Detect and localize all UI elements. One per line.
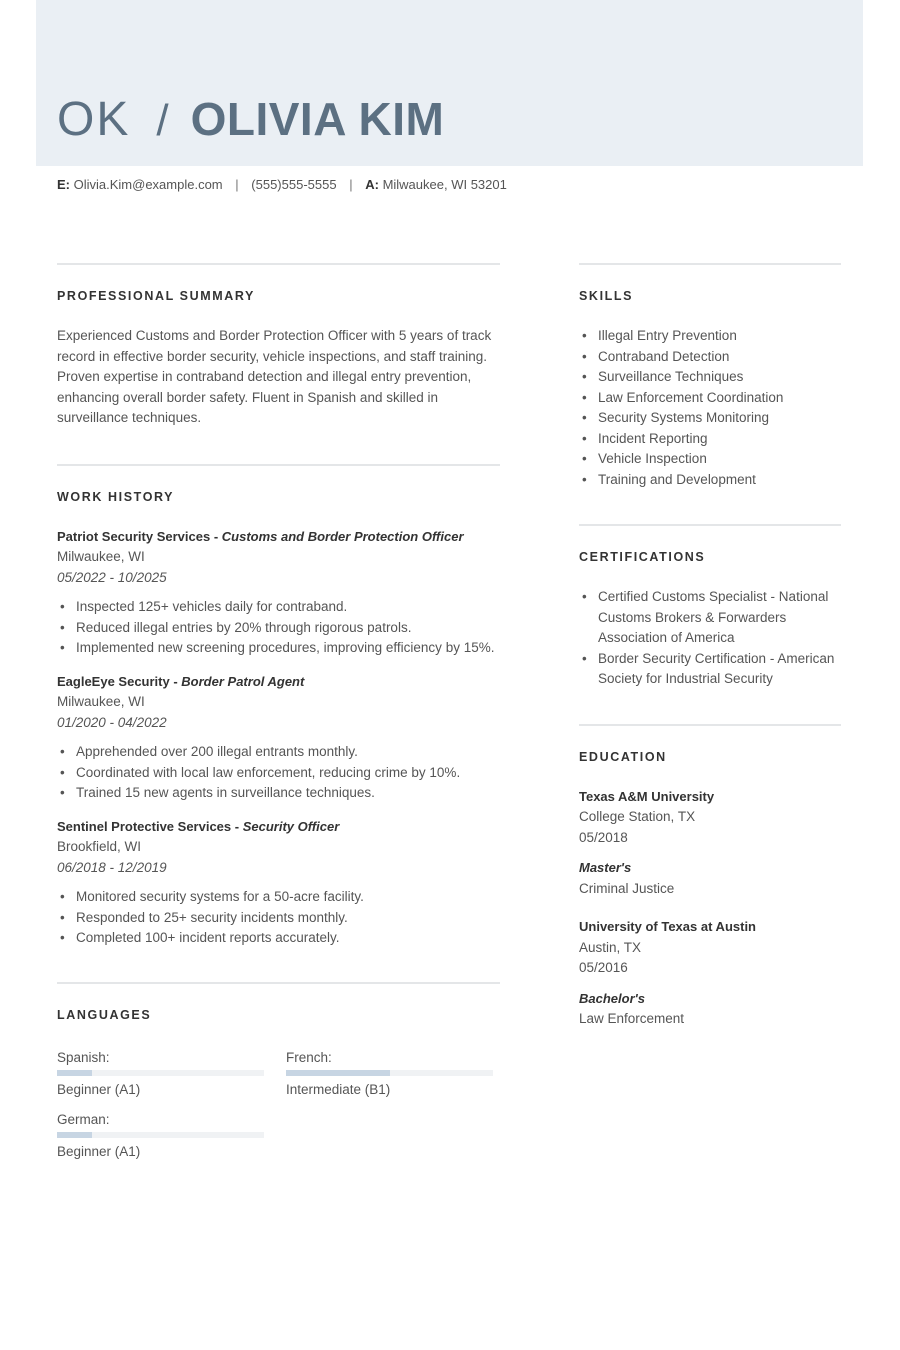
address-label: A: bbox=[365, 177, 379, 192]
job-location: Milwaukee, WI bbox=[57, 549, 145, 564]
languages-title: LANGUAGES bbox=[57, 1007, 152, 1022]
section-divider bbox=[57, 982, 500, 984]
job-dates: 05/2022 - 10/2025 bbox=[57, 569, 167, 585]
job-location: Brookfield, WI bbox=[57, 839, 142, 854]
job-bullet: • Inspected 125+ vehicles daily for contraband. bbox=[57, 597, 500, 618]
job-entry bbox=[57, 672, 500, 804]
job-bullets bbox=[57, 742, 500, 804]
job-bullet: • Reduced illegal entries by 20% through rigorous patrols. bbox=[57, 618, 500, 639]
email-label: E: bbox=[57, 177, 70, 192]
education-title: EDUCATION bbox=[579, 749, 667, 764]
job-dash: - bbox=[210, 528, 222, 544]
phone-value: (555)555-5555 bbox=[251, 177, 337, 192]
section-divider bbox=[57, 464, 500, 466]
language-name: Spanish: bbox=[57, 1049, 110, 1065]
email-value: Olivia.Kim@example.com bbox=[73, 177, 223, 192]
education-school: University of Texas at Austin bbox=[579, 919, 756, 934]
language-proficiency-fill bbox=[57, 1132, 92, 1138]
job-entry bbox=[57, 817, 500, 949]
job-location: Milwaukee, WI bbox=[57, 694, 145, 709]
education-location: College Station, TX bbox=[579, 809, 696, 824]
job-heading bbox=[57, 817, 500, 838]
address-value: Milwaukee, WI 53201 bbox=[382, 177, 507, 192]
name-line bbox=[57, 92, 444, 156]
section-divider bbox=[579, 263, 841, 265]
language-level: Intermediate (B1) bbox=[286, 1081, 391, 1097]
education-list bbox=[579, 787, 841, 1030]
summary-title: PROFESSIONAL SUMMARY bbox=[57, 289, 255, 303]
section-divider bbox=[579, 724, 841, 726]
education-field: Criminal Justice bbox=[579, 880, 675, 896]
language-item bbox=[57, 1048, 264, 1100]
job-dates: 06/2018 - 12/2019 bbox=[57, 859, 167, 875]
job-bullets bbox=[57, 597, 500, 659]
education-field: Law Enforcement bbox=[579, 1011, 685, 1026]
contact-separator: | bbox=[349, 177, 353, 192]
full-name: OLIVIA KIM bbox=[190, 93, 445, 145]
skill-item: • Security Systems Monitoring bbox=[579, 408, 841, 429]
certifications-list bbox=[579, 587, 841, 690]
job-heading bbox=[57, 527, 500, 548]
right-column bbox=[579, 263, 841, 1040]
language-proficiency-fill bbox=[57, 1070, 92, 1076]
job-bullet: • Responded to 25+ security incidents monthly. bbox=[57, 908, 500, 929]
education-degree: Master's bbox=[579, 860, 632, 875]
certification-item: • Certified Customs Specialist - National Customs Brokers & Forwarders Association of America bbox=[579, 587, 841, 649]
skills-title: SKILLS bbox=[579, 289, 634, 303]
contact-line bbox=[57, 177, 507, 192]
job-company: Sentinel Protective Services bbox=[57, 818, 232, 834]
job-bullets bbox=[57, 887, 500, 949]
job-dates: 01/2020 - 04/2022 bbox=[57, 714, 167, 730]
skill-item: • Contraband Detection bbox=[579, 347, 841, 368]
job-company: Patriot Security Services bbox=[57, 528, 211, 544]
name-slash: / bbox=[156, 96, 169, 145]
job-bullet: • Implemented new screening procedures, improving efficiency by 15%. bbox=[57, 638, 500, 659]
job-heading bbox=[57, 672, 500, 693]
job-dash: - bbox=[231, 818, 243, 834]
education-entry bbox=[579, 917, 841, 1030]
skill-item: • Law Enforcement Coordination bbox=[579, 388, 841, 409]
education-date: 05/2018 bbox=[579, 829, 628, 845]
education-school: Texas A&M University bbox=[579, 788, 715, 804]
job-bullet: • Apprehended over 200 illegal entrants monthly. bbox=[57, 742, 500, 763]
work-title: WORK HISTORY bbox=[57, 489, 175, 504]
job-company: EagleEye Security bbox=[57, 673, 170, 689]
skill-item: • Incident Reporting bbox=[579, 429, 841, 450]
job-bullet: • Coordinated with local law enforcement, reducing crime by 10%. bbox=[57, 763, 500, 784]
education-location: Austin, TX bbox=[579, 939, 642, 955]
summary-text: Experienced Customs and Border Protection Officer with 5 years of track record in effective border security, vehicle inspections, and staff training. Proven expertise in contraband detection and illegal entry prevention, enhancing overall border safety. Fluent in Spanish and skilled in surveillance techniques. bbox=[57, 328, 492, 425]
skills-list bbox=[579, 326, 841, 490]
skill-item: • Surveillance Techniques bbox=[579, 367, 841, 388]
education-degree: Bachelor's bbox=[579, 990, 645, 1006]
language-proficiency-bar bbox=[57, 1132, 264, 1138]
job-role: Customs and Border Protection Officer bbox=[221, 528, 464, 544]
languages-list bbox=[57, 1048, 500, 1172]
work-history-list bbox=[57, 527, 500, 949]
language-name: German: bbox=[57, 1111, 110, 1127]
skill-item: • Training and Development bbox=[579, 470, 841, 491]
language-item bbox=[286, 1048, 493, 1100]
section-divider bbox=[57, 263, 500, 265]
job-bullet: • Completed 100+ incident reports accurately. bbox=[57, 928, 500, 949]
certifications-title: CERTIFICATIONS bbox=[579, 550, 706, 564]
language-proficiency-fill bbox=[286, 1070, 390, 1076]
job-entry bbox=[57, 527, 500, 659]
section-divider bbox=[579, 524, 841, 526]
name-initials: OK bbox=[57, 93, 131, 146]
skill-item: • Vehicle Inspection bbox=[579, 449, 841, 470]
language-item bbox=[57, 1110, 264, 1162]
job-bullet: • Trained 15 new agents in surveillance techniques. bbox=[57, 783, 500, 804]
education-entry bbox=[579, 787, 841, 900]
contact-separator: | bbox=[235, 177, 239, 192]
job-role: Security Officer bbox=[242, 818, 340, 834]
job-bullet: • Monitored security systems for a 50-acre facility. bbox=[57, 887, 500, 908]
language-name: French: bbox=[286, 1049, 332, 1065]
language-proficiency-bar bbox=[286, 1070, 493, 1076]
language-level: Beginner (A1) bbox=[57, 1081, 141, 1097]
job-role: Border Patrol Agent bbox=[181, 673, 305, 689]
certification-item: • Border Security Certification - American Society for Industrial Security bbox=[579, 649, 841, 690]
education-date: 05/2016 bbox=[579, 960, 628, 975]
language-level: Beginner (A1) bbox=[57, 1143, 141, 1159]
language-proficiency-bar bbox=[57, 1070, 264, 1076]
job-dash: - bbox=[169, 673, 182, 689]
skill-item: • Illegal Entry Prevention bbox=[579, 326, 841, 347]
left-column bbox=[57, 263, 500, 1172]
